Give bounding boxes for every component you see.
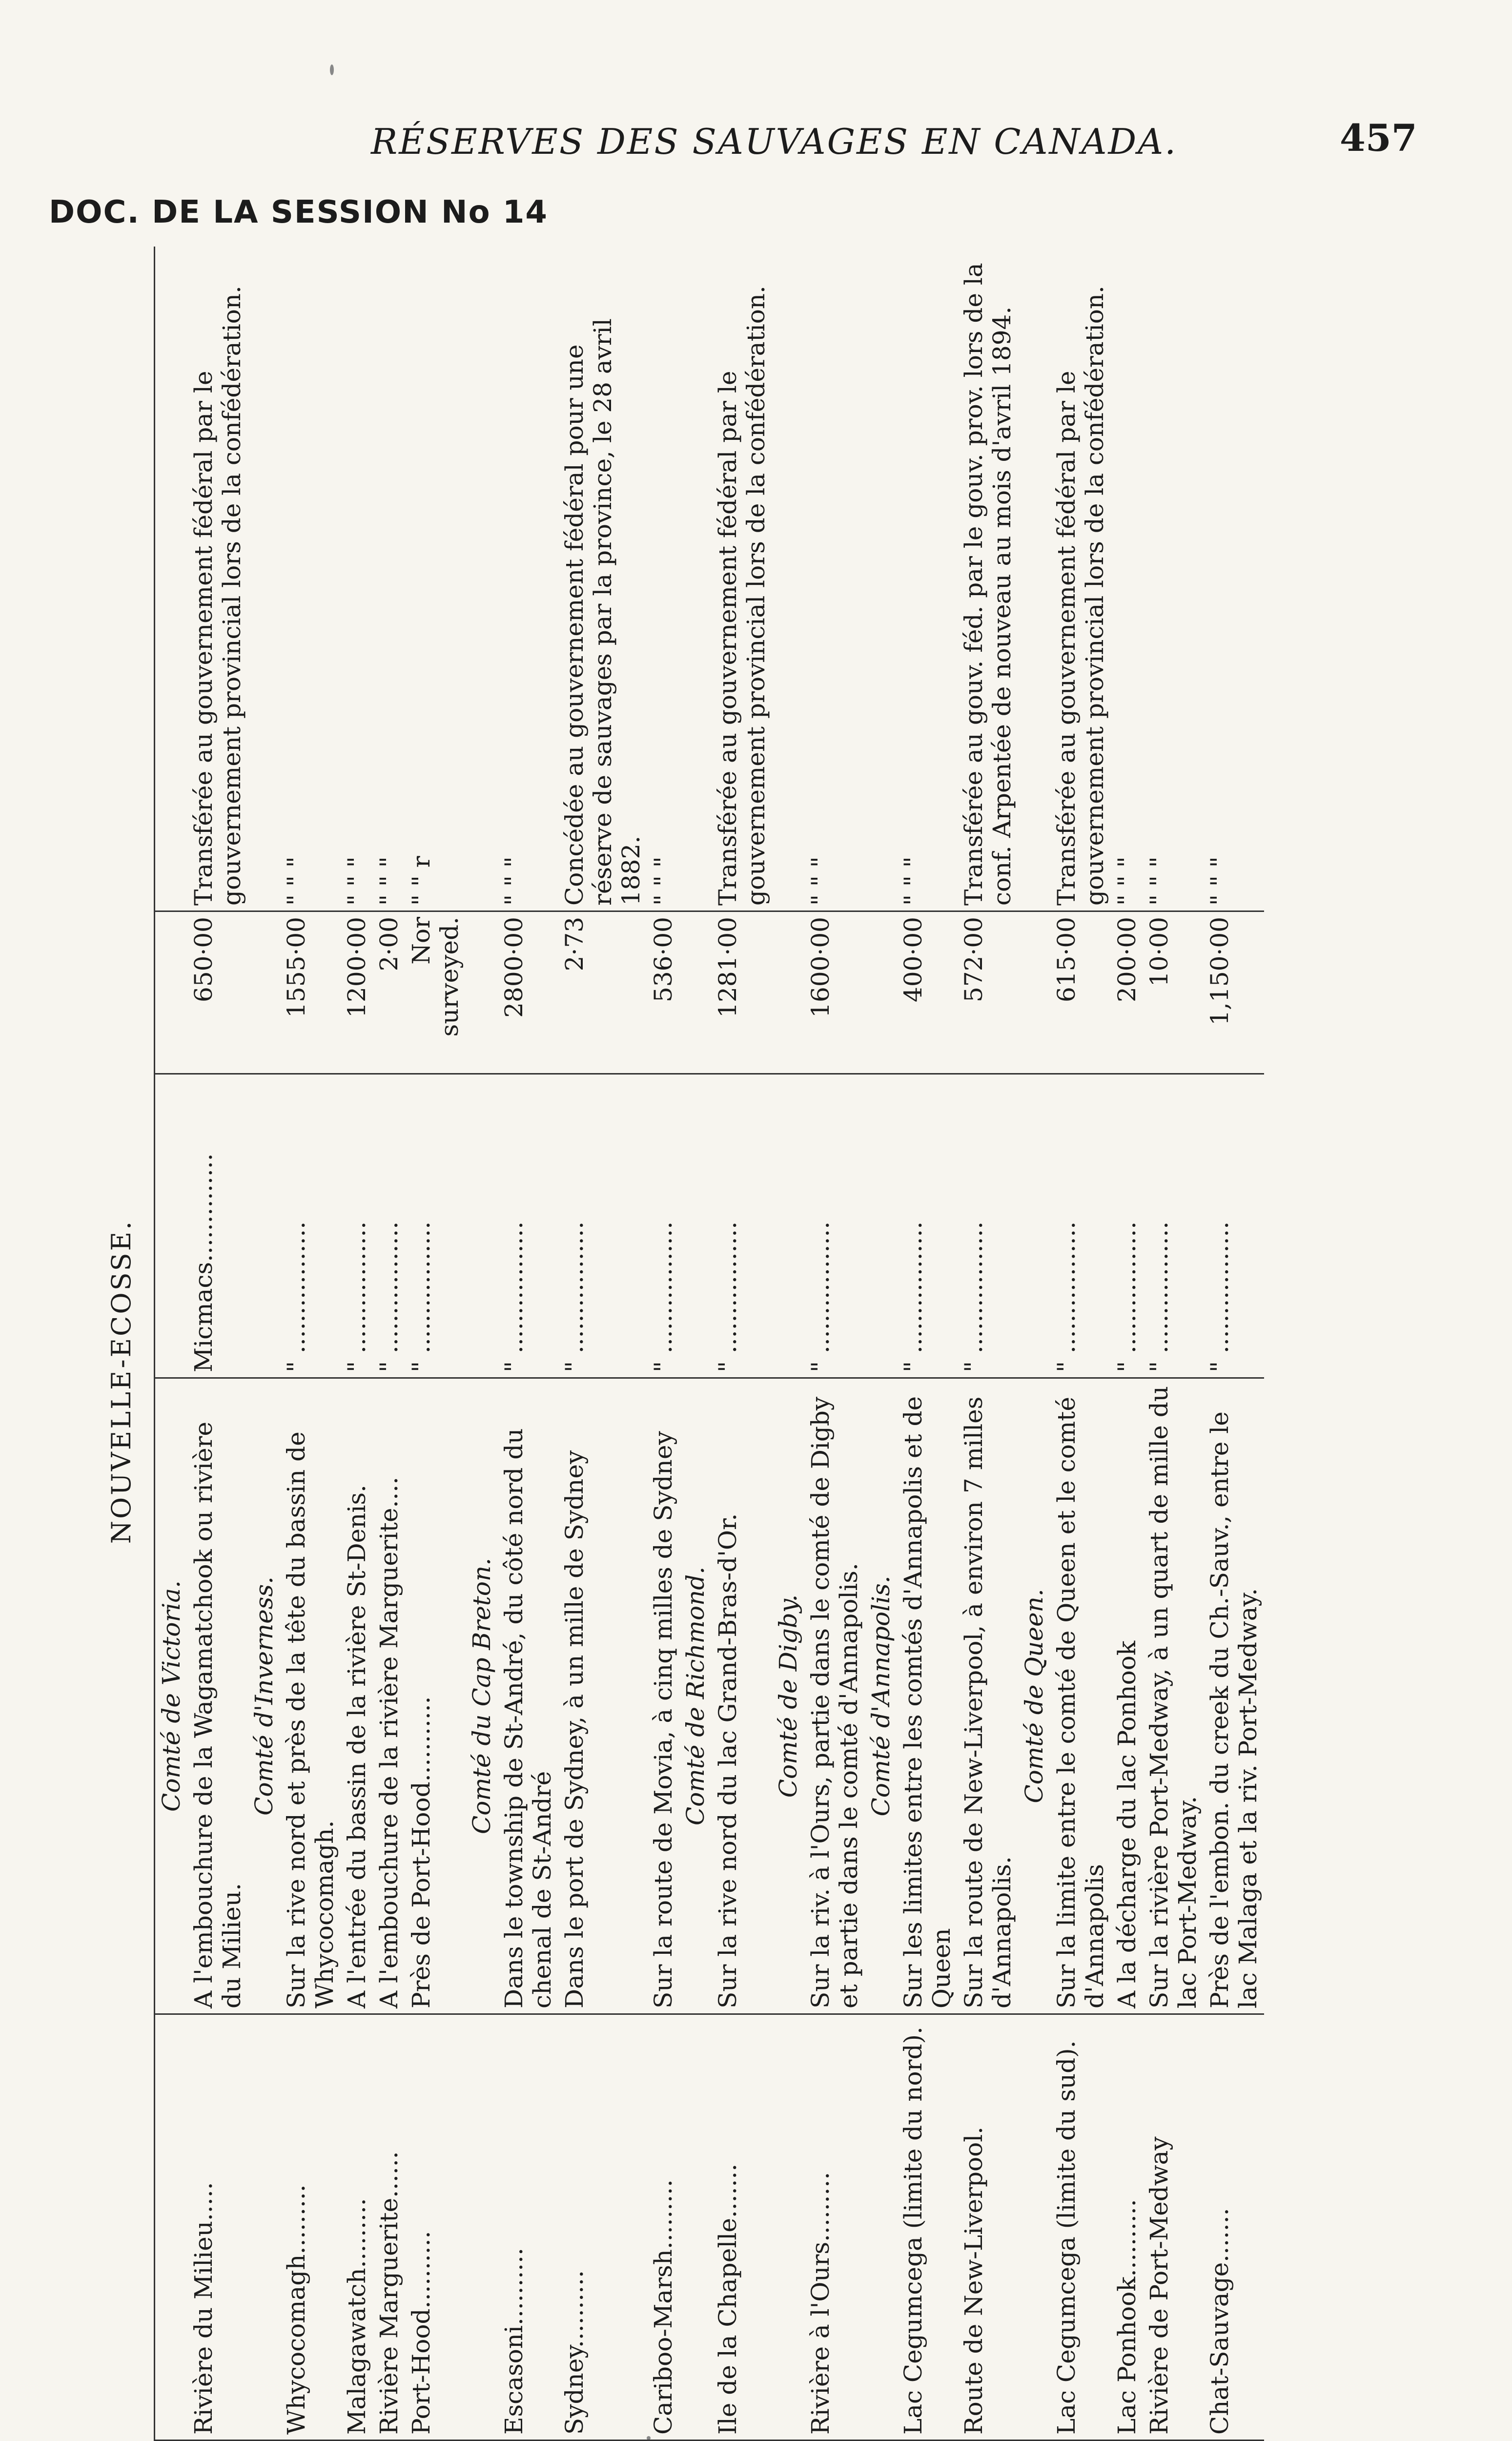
reserve-row [341, 247, 373, 2441]
reserve-name: Rivière à l'Ours......... [804, 2014, 865, 2441]
reserve-tribe: Micmacs.............. [187, 1074, 248, 1378]
empty-cell [248, 911, 280, 1074]
empty-cell [248, 1074, 280, 1378]
reserve-row [804, 247, 865, 2441]
reserve-tribe: " ................. [1050, 1074, 1111, 1378]
reserve-remark: Transférée au gouvernement fédéral par le gouvernement provincial lors de la confédération. [712, 247, 772, 911]
reserve-remark: Transférée au gouvernement fédéral par le gouvernement provincial lors de la confédération. [1050, 247, 1111, 911]
reserve-name: Lac Cegumcega (limite du nord). [897, 2014, 958, 2441]
reserve-row [712, 247, 772, 2441]
reserve-remark: " " " [1204, 247, 1264, 911]
page-number: 457 [1340, 116, 1417, 160]
province-heading: NOUVELLE-ECOSSE. [106, 1219, 137, 1544]
reserve-row [897, 247, 958, 2441]
county-heading-row [865, 247, 897, 2441]
reserve-location: Sur la riv. à l'Ours, partie dans le comté de Digby et partie dans le comté d'Annapolis. [804, 1378, 865, 2014]
reserve-row [187, 247, 248, 2441]
reserve-name: Malagawatch......... [341, 2014, 373, 2441]
reserve-row [405, 247, 466, 2441]
reserve-area: 2800·00 [498, 911, 558, 1074]
reserve-remark: " " " [897, 247, 958, 911]
reserve-tribe: " ................. [804, 1074, 865, 1378]
reserve-area: 1555·00 [280, 911, 341, 1074]
reserve-area: 2·00 [373, 911, 405, 1074]
empty-cell [155, 247, 188, 911]
empty-cell [248, 2014, 280, 2441]
empty-cell [248, 247, 280, 911]
empty-cell [772, 247, 804, 911]
reserve-row [558, 247, 647, 2441]
session-document-label: DOC. DE LA SESSION No 14 [49, 194, 548, 230]
reserve-location: Près de Port-Hood........... [405, 1378, 466, 2014]
reserve-name: Rivière du Milieu..... [187, 2014, 248, 2441]
county-heading: Comté d'Annapolis. [865, 1378, 897, 2014]
reserve-location: Près de l'embon. du creek du Ch.-Sauv., entre le lac Malaga et la riv. Port-Medway. [1204, 1378, 1264, 2014]
reserve-tribe: " ................. [958, 1074, 1018, 1378]
reserve-tribe: " ................. [405, 1074, 466, 1378]
empty-cell [155, 2014, 188, 2441]
running-title: RÉSERVES DES SAUVAGES EN CANADA. [371, 121, 1178, 162]
reserve-remark: " " " [498, 247, 558, 911]
reserve-row [1204, 247, 1264, 2441]
reserve-area: 200·00 [1111, 911, 1143, 1074]
county-heading-row [679, 247, 712, 2441]
reserve-remark: " " " [341, 247, 373, 911]
reserve-area: 650·00 [187, 911, 248, 1074]
reserve-location: Sur la route de New-Liverpool, à environ 7 milles d'Annapolis. [958, 1378, 1018, 2014]
reserve-location: A l'embouchure de la rivière Marguerite.... [373, 1378, 405, 2014]
empty-cell [865, 247, 897, 911]
reserve-name: Ile de la Chapelle....... [712, 2014, 772, 2441]
reserve-name: Escasoni.......... [498, 2014, 558, 2441]
empty-cell [1018, 911, 1050, 1074]
reserve-tribe: " ................. [897, 1074, 958, 1378]
county-heading: Comté de Queen. [1018, 1378, 1050, 2014]
reserve-location: Sur la rivière Port-Medway, à un quart de mille du lac Port-Medway. [1143, 1378, 1204, 2014]
county-heading: Comté du Cap Breton. [466, 1378, 498, 2014]
county-heading-row [772, 247, 804, 2441]
empty-cell [679, 247, 712, 911]
empty-cell [679, 2014, 712, 2441]
reserve-name: Rivière Marguerite...... [373, 2014, 405, 2441]
reserve-row [373, 247, 405, 2441]
empty-cell [466, 1074, 498, 1378]
reserve-row [1050, 247, 1111, 2441]
reserve-location: Sur la rive nord et près de la tête du bassin de Whycocomagh. [280, 1378, 341, 2014]
reserve-tribe: " ................. [498, 1074, 558, 1378]
reserve-remark: " " " [804, 247, 865, 911]
reserve-location: A la décharge du lac Ponhook [1111, 1378, 1143, 2014]
reserve-tribe: " ................. [1204, 1074, 1264, 1378]
county-heading-row [155, 247, 188, 2441]
reserve-location: A l'embouchure de la Wagamatchook ou rivière du Milieu. [187, 1378, 248, 2014]
empty-cell [865, 911, 897, 1074]
reserve-name: Route de New-Liverpool. [958, 2014, 1018, 2441]
reserve-name: Sydney.......... [558, 2014, 647, 2441]
reserve-name: Lac Ponhook.......... [1111, 2014, 1143, 2441]
reserve-name: Lac Cegumcega (limite du sud). [1050, 2014, 1111, 2441]
reserve-area: 1281·00 [712, 911, 772, 1074]
reserve-area: Nor surveyed. [405, 911, 466, 1074]
reserve-remark: " " " [373, 247, 405, 911]
reserve-area: 1600·00 [804, 911, 865, 1074]
reserve-name: Cariboo-Marsh......... [647, 2014, 679, 2441]
empty-cell [865, 1074, 897, 1378]
county-heading: Comté de Richmond. [679, 1378, 712, 2014]
reserve-remark: " " " [280, 247, 341, 911]
reserve-row [1143, 247, 1204, 2441]
reserve-area: 572·00 [958, 911, 1018, 1074]
county-heading: Comté d'Inverness. [248, 1378, 280, 2014]
reserve-area: 1,150·00 [1204, 911, 1264, 1074]
empty-cell [1018, 2014, 1050, 2441]
county-heading: Comté de Digby. [772, 1378, 804, 2014]
reserve-name: Port-Hood.......... [405, 2014, 466, 2441]
reserve-row [958, 247, 1018, 2441]
reserve-tribe: " ................. [1111, 1074, 1143, 1378]
reserve-tribe: " ................. [373, 1074, 405, 1378]
reserve-area: 536·00 [647, 911, 679, 1074]
reserves-table-rotated [106, 263, 1401, 2441]
county-heading-row [466, 247, 498, 2441]
reserve-remark: Transférée au gouvernement fédéral par le gouvernement provincial lors de la confédération. [187, 247, 248, 911]
empty-cell [772, 1074, 804, 1378]
reserve-tribe: " ................. [647, 1074, 679, 1378]
reserve-area: 2·73 [558, 911, 647, 1074]
reserve-row [280, 247, 341, 2441]
reserve-area: 1200·00 [341, 911, 373, 1074]
county-heading-row [248, 247, 280, 2441]
page-speck [330, 64, 334, 75]
empty-cell [466, 247, 498, 911]
reserve-name: Whycocomagh......... [280, 2014, 341, 2441]
reserve-remark: Transférée au gouv. féd. par le gouv. prov. lors de la conf. Arpentée de nouveau au mois d'avril 1894. [958, 247, 1018, 911]
empty-cell [679, 1074, 712, 1378]
empty-cell [679, 911, 712, 1074]
reserve-area: 615·00 [1050, 911, 1111, 1074]
reserve-name: Chat-Sauvage....... [1204, 2014, 1264, 2441]
reserve-area: 10·00 [1143, 911, 1204, 1074]
reserve-location: Sur les limites entre les comtés d'Annapolis et de Queen [897, 1378, 958, 2014]
reserve-location: Dans le port de Sydney, à un mille de Sydney [558, 1378, 647, 2014]
empty-cell [155, 1074, 188, 1378]
reserve-remark: " " " [1111, 247, 1143, 911]
reserve-tribe: " ................. [1143, 1074, 1204, 1378]
empty-cell [772, 911, 804, 1074]
empty-cell [1018, 1074, 1050, 1378]
reserve-location: Sur la limite entre le comté de Queen et le comté d'Annapolis [1050, 1378, 1111, 2014]
reserve-name: Rivière de Port-Medway [1143, 2014, 1204, 2441]
reserve-remark: " " " [1143, 247, 1204, 911]
reserve-location: Dans le township de St-André, du côté nord du chenal de St-André [498, 1378, 558, 2014]
empty-cell [772, 2014, 804, 2441]
county-heading-row [1018, 247, 1050, 2441]
reserve-tribe: " ................. [280, 1074, 341, 1378]
reserve-remark: " " r [405, 247, 466, 911]
empty-cell [1018, 247, 1050, 911]
reserve-area: 400·00 [897, 911, 958, 1074]
reserve-row [498, 247, 558, 2441]
reserve-row [647, 247, 679, 2441]
county-heading: Comté de Victoria. [155, 1378, 188, 2014]
reserve-remark: " " " [647, 247, 679, 911]
empty-cell [155, 911, 188, 1074]
reserve-tribe: " ................. [341, 1074, 373, 1378]
reserve-remark: Concédée au gouvernement fédéral pour une réserve de sauvages par la province, le 28 avril 1882. [558, 247, 647, 911]
empty-cell [865, 2014, 897, 2441]
reserve-location: A l'entrée du bassin de la rivière St-Denis. [341, 1378, 373, 2014]
reserve-tribe: " ................. [558, 1074, 647, 1378]
empty-cell [466, 911, 498, 1074]
reserve-row [1111, 247, 1143, 2441]
reserve-location: Sur la rive nord du lac Grand-Bras-d'Or. [712, 1378, 772, 2014]
reserves-table [154, 247, 1264, 2441]
reserve-location: Sur la route de Movia, à cinq milles de Sydney [647, 1378, 679, 2014]
empty-cell [466, 2014, 498, 2441]
reserve-tribe: " ................. [712, 1074, 772, 1378]
